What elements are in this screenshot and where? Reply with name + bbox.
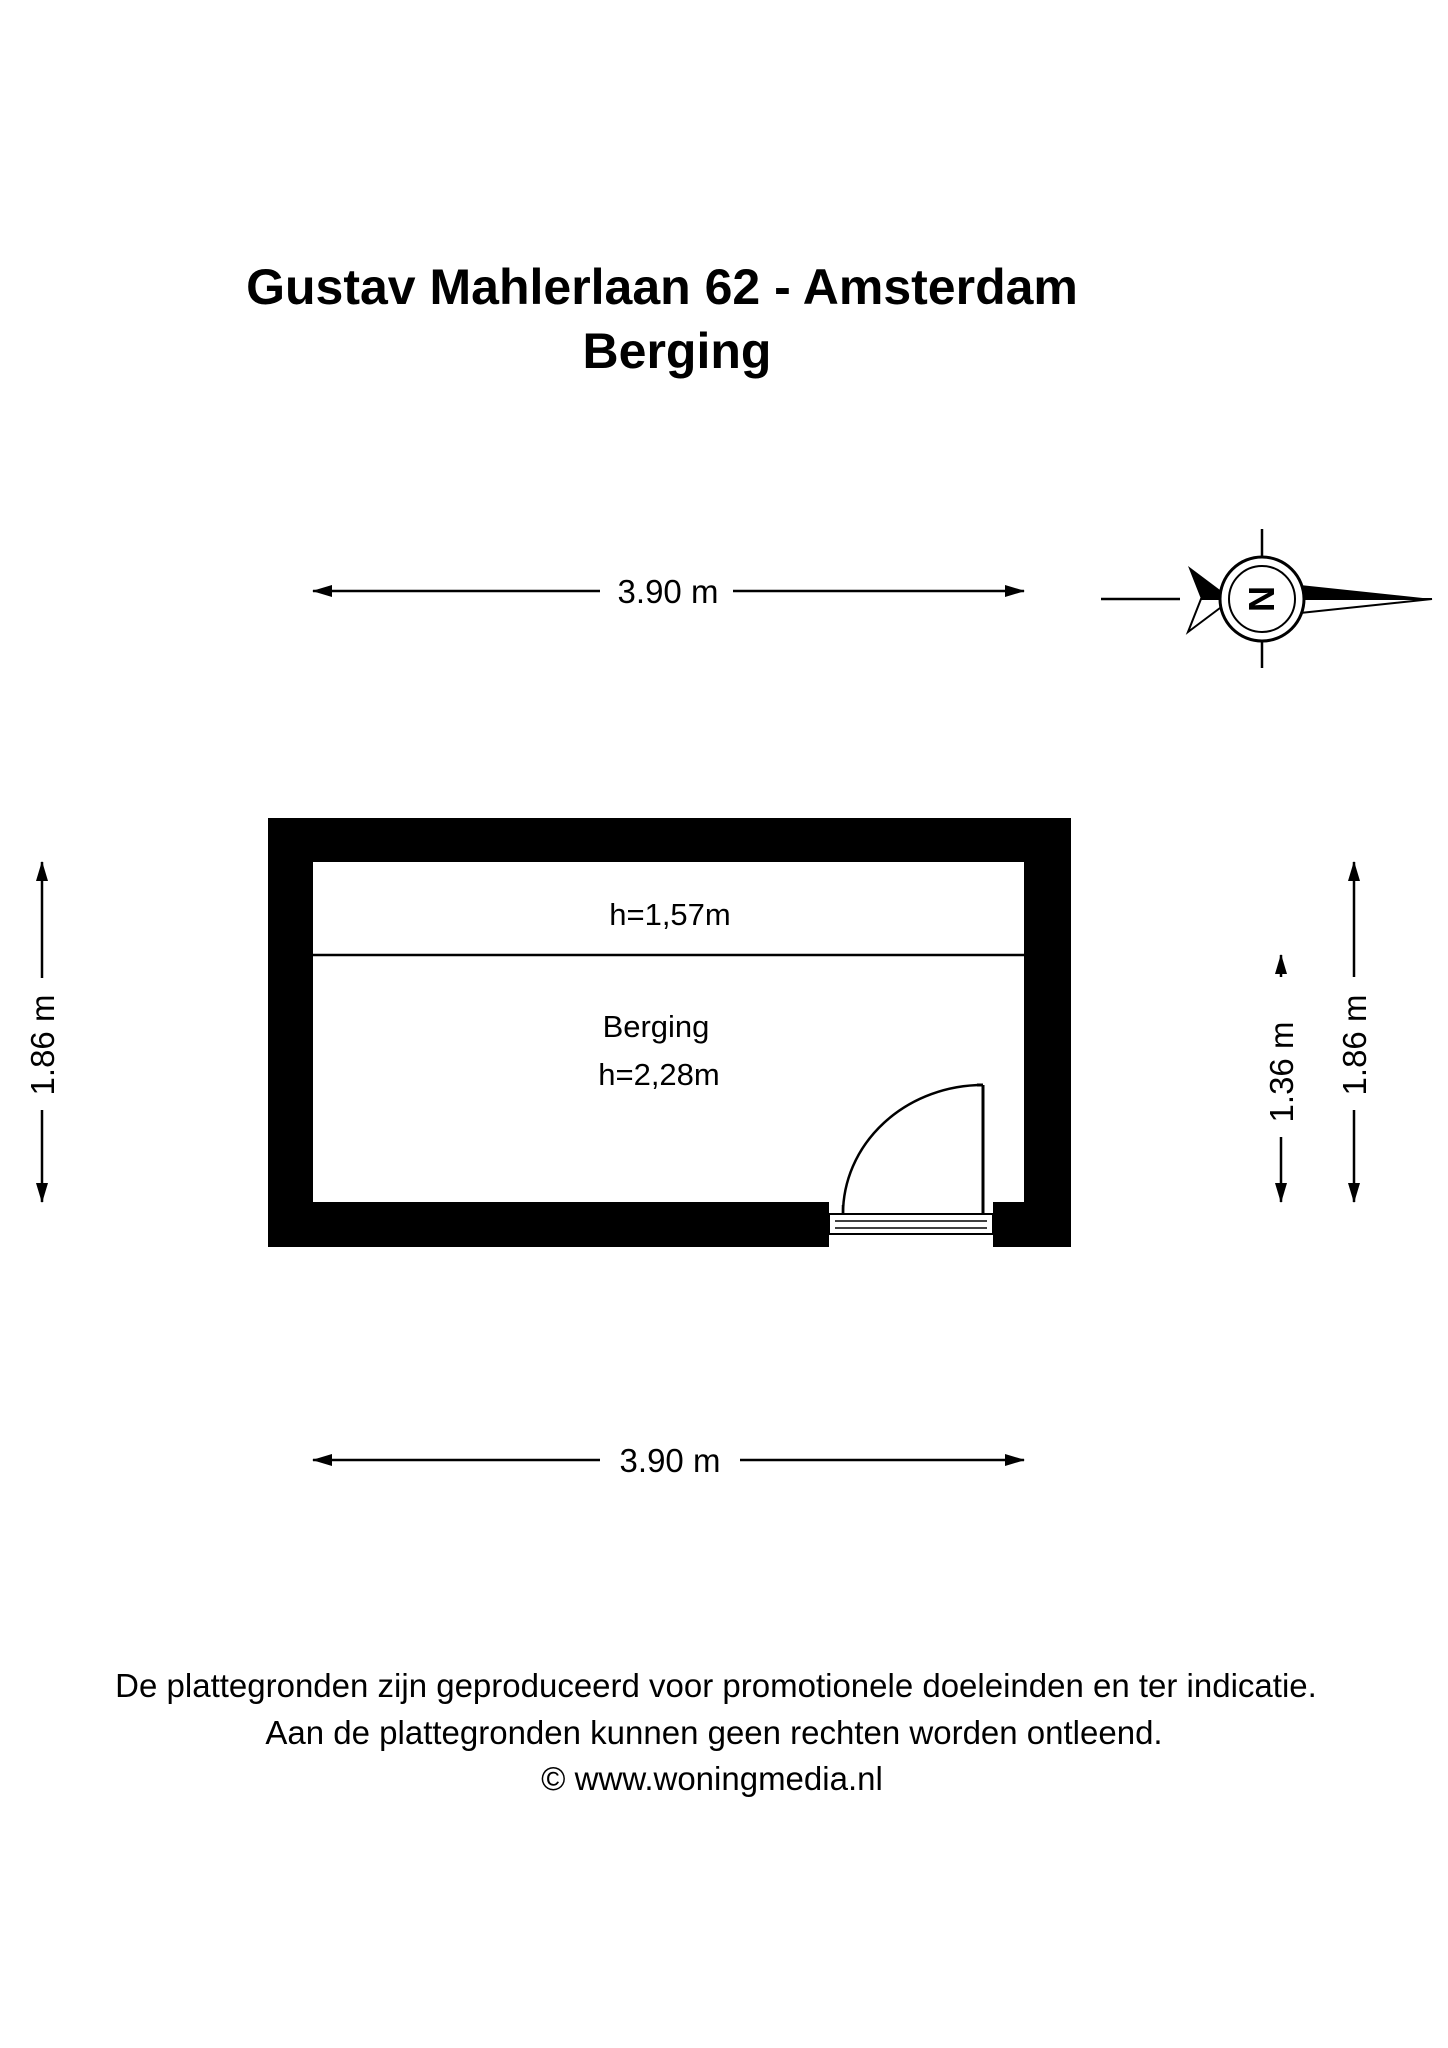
disclaimer-line-1: De plattegronden zijn geproduceerd voor promotionele doeleinden en ter indicatie. (115, 1667, 1317, 1704)
right-outer-depth-label: 1.86 m (1336, 994, 1373, 1096)
copyright-line: © www.woningmedia.nl (541, 1760, 883, 1797)
page-subtitle: Berging (582, 323, 772, 379)
disclaimer-line-2: Aan de plattegronden kunnen geen rechten worden ontleend. (265, 1714, 1163, 1751)
top-width-label: 3.90 m (617, 573, 719, 610)
north-arrow-icon (1101, 529, 1432, 668)
top-width-dimension (313, 573, 1024, 610)
right-outer-depth-dimension (1336, 862, 1373, 1202)
right-inner-depth-label: 1.36 m (1263, 1021, 1300, 1123)
low-zone-height-label: h=1,57m (609, 897, 731, 932)
room-name-label: Berging (602, 1009, 710, 1044)
right-inner-depth-dimension (1263, 955, 1300, 1202)
compass-north-label: N (1241, 586, 1282, 612)
door-icon (829, 1085, 993, 1234)
bottom-width-dimension (313, 1442, 1024, 1479)
room-height-label: h=2,28m (598, 1057, 720, 1092)
left-depth-dimension (24, 862, 61, 1202)
left-depth-label: 1.86 m (24, 994, 61, 1096)
bottom-width-label: 3.90 m (619, 1442, 721, 1479)
page-title: Gustav Mahlerlaan 62 - Amsterdam (246, 259, 1078, 315)
